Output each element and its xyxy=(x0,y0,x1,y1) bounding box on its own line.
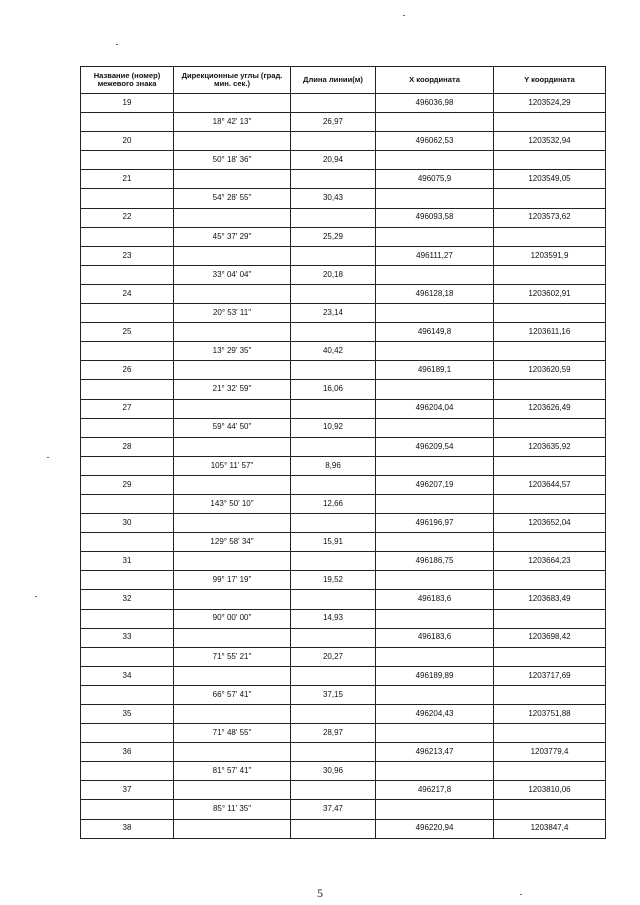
empty-cell xyxy=(291,132,376,151)
empty-cell xyxy=(81,533,174,552)
empty-cell xyxy=(174,361,291,380)
point-name-cell: 35 xyxy=(81,705,174,724)
table-row-segment xyxy=(81,227,606,246)
empty-cell xyxy=(291,705,376,724)
x-coordinate-cell: 496149,8 xyxy=(376,323,494,342)
empty-cell xyxy=(291,514,376,533)
point-name-cell: 21 xyxy=(81,170,174,189)
line-length-cell: 23,14 xyxy=(291,304,376,323)
directional-angle-cell: 81° 57' 41" xyxy=(174,762,291,781)
empty-cell xyxy=(291,628,376,647)
x-coordinate-cell: 496204,04 xyxy=(376,399,494,418)
line-length-cell: 28,97 xyxy=(291,724,376,743)
empty-cell xyxy=(291,743,376,762)
point-name-cell: 30 xyxy=(81,514,174,533)
empty-cell xyxy=(81,113,174,132)
empty-cell xyxy=(81,265,174,284)
x-coordinate-cell: 496062,53 xyxy=(376,132,494,151)
line-length-cell: 8,96 xyxy=(291,456,376,475)
table-row-point xyxy=(81,475,606,494)
table-row-point xyxy=(81,552,606,571)
table-row-segment xyxy=(81,418,606,437)
table-row-point xyxy=(81,590,606,609)
y-coordinate-cell: 1203620,59 xyxy=(494,361,606,380)
x-coordinate-cell: 496075,9 xyxy=(376,170,494,189)
point-name-cell: 36 xyxy=(81,743,174,762)
empty-cell xyxy=(494,685,606,704)
table-row-point xyxy=(81,628,606,647)
empty-cell xyxy=(174,208,291,227)
y-coordinate-cell: 1203591,9 xyxy=(494,246,606,265)
directional-angle-cell: 90° 00' 00" xyxy=(174,609,291,628)
y-coordinate-cell: 1203652,04 xyxy=(494,514,606,533)
x-coordinate-cell: 496189,89 xyxy=(376,666,494,685)
empty-cell xyxy=(291,399,376,418)
empty-cell xyxy=(291,781,376,800)
point-name-cell: 38 xyxy=(81,819,174,838)
directional-angle-cell: 18° 42' 13" xyxy=(174,113,291,132)
line-length-cell: 10,92 xyxy=(291,418,376,437)
table-row-point xyxy=(81,132,606,151)
point-name-cell: 24 xyxy=(81,284,174,303)
table-row-point xyxy=(81,246,606,265)
empty-cell xyxy=(174,284,291,303)
point-name-cell: 27 xyxy=(81,399,174,418)
point-name-cell: 37 xyxy=(81,781,174,800)
table-row-segment xyxy=(81,265,606,284)
table-row-segment xyxy=(81,800,606,819)
table-row-point xyxy=(81,666,606,685)
empty-cell xyxy=(174,819,291,838)
empty-cell xyxy=(291,475,376,494)
empty-cell xyxy=(494,265,606,284)
y-coordinate-cell: 1203532,94 xyxy=(494,132,606,151)
table-row-point xyxy=(81,170,606,189)
empty-cell xyxy=(376,265,494,284)
table-row-point xyxy=(81,705,606,724)
empty-cell xyxy=(376,609,494,628)
empty-cell xyxy=(174,246,291,265)
x-coordinate-cell: 496036,98 xyxy=(376,94,494,113)
empty-cell xyxy=(291,94,376,113)
line-length-cell: 37,47 xyxy=(291,800,376,819)
point-name-cell: 32 xyxy=(81,590,174,609)
line-length-cell: 12,66 xyxy=(291,494,376,513)
table-row-segment xyxy=(81,151,606,170)
empty-cell xyxy=(174,399,291,418)
table-row-segment xyxy=(81,762,606,781)
point-name-cell: 20 xyxy=(81,132,174,151)
empty-cell xyxy=(376,418,494,437)
y-coordinate-cell: 1203644,57 xyxy=(494,475,606,494)
table-row-point xyxy=(81,781,606,800)
empty-cell xyxy=(494,762,606,781)
empty-cell xyxy=(376,113,494,132)
empty-cell xyxy=(494,113,606,132)
y-coordinate-cell: 1203626,49 xyxy=(494,399,606,418)
empty-cell xyxy=(376,533,494,552)
empty-cell xyxy=(81,189,174,208)
line-length-cell: 25,29 xyxy=(291,227,376,246)
y-coordinate-cell: 1203847,4 xyxy=(494,819,606,838)
point-name-cell: 26 xyxy=(81,361,174,380)
line-length-cell: 15,91 xyxy=(291,533,376,552)
directional-angle-cell: 50° 18' 36" xyxy=(174,151,291,170)
table-row-point xyxy=(81,437,606,456)
empty-cell xyxy=(494,571,606,590)
boundary-coordinates-table xyxy=(80,66,606,839)
x-coordinate-cell: 496213,47 xyxy=(376,743,494,762)
x-coordinate-cell: 496217,8 xyxy=(376,781,494,800)
table-row-point xyxy=(81,399,606,418)
point-name-cell: 31 xyxy=(81,552,174,571)
empty-cell xyxy=(494,609,606,628)
y-coordinate-cell: 1203602,91 xyxy=(494,284,606,303)
table-row-segment xyxy=(81,494,606,513)
empty-cell xyxy=(376,724,494,743)
table-row-point xyxy=(81,819,606,838)
empty-cell xyxy=(291,208,376,227)
table-row-point xyxy=(81,208,606,227)
line-length-cell: 20,27 xyxy=(291,647,376,666)
line-length-cell: 40,42 xyxy=(291,342,376,361)
header-y-coordinate: Y координата xyxy=(494,67,606,94)
y-coordinate-cell: 1203717,69 xyxy=(494,666,606,685)
table-row-segment xyxy=(81,189,606,208)
empty-cell xyxy=(81,762,174,781)
line-length-cell: 16,06 xyxy=(291,380,376,399)
directional-angle-cell: 21° 32' 59" xyxy=(174,380,291,399)
line-length-cell: 30,43 xyxy=(291,189,376,208)
point-name-cell: 33 xyxy=(81,628,174,647)
empty-cell xyxy=(81,724,174,743)
empty-cell xyxy=(81,456,174,475)
empty-cell xyxy=(376,762,494,781)
table-row-segment xyxy=(81,342,606,361)
x-coordinate-cell: 496093,58 xyxy=(376,208,494,227)
empty-cell xyxy=(81,494,174,513)
x-coordinate-cell: 496189,1 xyxy=(376,361,494,380)
empty-cell xyxy=(174,94,291,113)
point-name-cell: 25 xyxy=(81,323,174,342)
empty-cell xyxy=(376,456,494,475)
table-row-segment xyxy=(81,380,606,399)
empty-cell xyxy=(81,342,174,361)
empty-cell xyxy=(494,227,606,246)
point-name-cell: 22 xyxy=(81,208,174,227)
empty-cell xyxy=(291,323,376,342)
empty-cell xyxy=(376,685,494,704)
x-coordinate-cell: 496128,18 xyxy=(376,284,494,303)
empty-cell xyxy=(174,628,291,647)
empty-cell xyxy=(174,437,291,456)
table-row-segment xyxy=(81,533,606,552)
directional-angle-cell: 129° 58' 34" xyxy=(174,533,291,552)
header-line-length: Длина линии(м) xyxy=(291,67,376,94)
empty-cell xyxy=(376,189,494,208)
x-coordinate-cell: 496209,54 xyxy=(376,437,494,456)
table-row-segment xyxy=(81,571,606,590)
empty-cell xyxy=(81,647,174,666)
scan-speck xyxy=(403,15,405,16)
y-coordinate-cell: 1203779,4 xyxy=(494,743,606,762)
table-row-segment xyxy=(81,609,606,628)
empty-cell xyxy=(291,437,376,456)
x-coordinate-cell: 496186,75 xyxy=(376,552,494,571)
y-coordinate-cell: 1203524,29 xyxy=(494,94,606,113)
table-row-segment xyxy=(81,724,606,743)
empty-cell xyxy=(81,800,174,819)
header-point-name: Название (номер) межевого знака xyxy=(81,67,174,94)
directional-angle-cell: 85° 11' 35" xyxy=(174,800,291,819)
directional-angle-cell: 66° 57' 41" xyxy=(174,685,291,704)
directional-angle-cell: 20° 53' 11" xyxy=(174,304,291,323)
empty-cell xyxy=(494,494,606,513)
empty-cell xyxy=(174,666,291,685)
empty-cell xyxy=(494,647,606,666)
empty-cell xyxy=(494,342,606,361)
table-row-point xyxy=(81,94,606,113)
y-coordinate-cell: 1203698,42 xyxy=(494,628,606,647)
empty-cell xyxy=(291,246,376,265)
x-coordinate-cell: 496196,97 xyxy=(376,514,494,533)
table-header-row xyxy=(81,67,606,94)
y-coordinate-cell: 1203635,92 xyxy=(494,437,606,456)
point-name-cell: 29 xyxy=(81,475,174,494)
empty-cell xyxy=(174,705,291,724)
header-x-coordinate: X координата xyxy=(376,67,494,94)
table-row-point xyxy=(81,284,606,303)
empty-cell xyxy=(376,647,494,666)
empty-cell xyxy=(174,514,291,533)
empty-cell xyxy=(291,590,376,609)
empty-cell xyxy=(174,552,291,571)
table-row-point xyxy=(81,323,606,342)
empty-cell xyxy=(494,456,606,475)
directional-angle-cell: 45° 37' 29" xyxy=(174,227,291,246)
empty-cell xyxy=(174,743,291,762)
y-coordinate-cell: 1203810,06 xyxy=(494,781,606,800)
empty-cell xyxy=(494,418,606,437)
empty-cell xyxy=(81,609,174,628)
empty-cell xyxy=(174,323,291,342)
line-length-cell: 26,97 xyxy=(291,113,376,132)
table-row-point xyxy=(81,514,606,533)
empty-cell xyxy=(494,151,606,170)
x-coordinate-cell: 496183,6 xyxy=(376,628,494,647)
x-coordinate-cell: 496207,19 xyxy=(376,475,494,494)
directional-angle-cell: 13° 29' 35" xyxy=(174,342,291,361)
empty-cell xyxy=(376,227,494,246)
empty-cell xyxy=(494,189,606,208)
empty-cell xyxy=(174,590,291,609)
empty-cell xyxy=(376,304,494,323)
line-length-cell: 20,18 xyxy=(291,265,376,284)
empty-cell xyxy=(376,494,494,513)
empty-cell xyxy=(291,170,376,189)
empty-cell xyxy=(291,819,376,838)
directional-angle-cell: 99° 17' 19" xyxy=(174,571,291,590)
empty-cell xyxy=(81,151,174,170)
table-row-segment xyxy=(81,304,606,323)
empty-cell xyxy=(81,685,174,704)
empty-cell xyxy=(81,418,174,437)
empty-cell xyxy=(494,724,606,743)
x-coordinate-cell: 496111,27 xyxy=(376,246,494,265)
empty-cell xyxy=(494,380,606,399)
point-name-cell: 23 xyxy=(81,246,174,265)
empty-cell xyxy=(81,227,174,246)
line-length-cell: 14,93 xyxy=(291,609,376,628)
directional-angle-cell: 59° 44' 50" xyxy=(174,418,291,437)
empty-cell xyxy=(291,666,376,685)
table-body xyxy=(81,94,606,839)
empty-cell xyxy=(81,380,174,399)
empty-cell xyxy=(376,151,494,170)
page-number: 5 xyxy=(317,886,323,900)
empty-cell xyxy=(174,170,291,189)
empty-cell xyxy=(376,571,494,590)
empty-cell xyxy=(376,800,494,819)
empty-cell xyxy=(174,475,291,494)
y-coordinate-cell: 1203664,23 xyxy=(494,552,606,571)
line-length-cell: 19,52 xyxy=(291,571,376,590)
empty-cell xyxy=(494,800,606,819)
header-directional-angle: Дирекционные углы (град. мин. сек.) xyxy=(174,67,291,94)
directional-angle-cell: 33° 04' 04" xyxy=(174,265,291,284)
directional-angle-cell: 105° 11' 57" xyxy=(174,456,291,475)
y-coordinate-cell: 1203611,16 xyxy=(494,323,606,342)
y-coordinate-cell: 1203549,05 xyxy=(494,170,606,189)
empty-cell xyxy=(81,571,174,590)
line-length-cell: 30,96 xyxy=(291,762,376,781)
empty-cell xyxy=(376,342,494,361)
x-coordinate-cell: 496204,43 xyxy=(376,705,494,724)
line-length-cell: 37,15 xyxy=(291,685,376,704)
scan-speck xyxy=(47,457,49,458)
x-coordinate-cell: 496183,6 xyxy=(376,590,494,609)
y-coordinate-cell: 1203573,62 xyxy=(494,208,606,227)
directional-angle-cell: 71° 55' 21" xyxy=(174,647,291,666)
empty-cell xyxy=(174,781,291,800)
table-row-point xyxy=(81,361,606,380)
empty-cell xyxy=(81,304,174,323)
point-name-cell: 34 xyxy=(81,666,174,685)
directional-angle-cell: 71° 48' 55" xyxy=(174,724,291,743)
point-name-cell: 28 xyxy=(81,437,174,456)
empty-cell xyxy=(291,284,376,303)
table-row-segment xyxy=(81,647,606,666)
table-row-segment xyxy=(81,456,606,475)
scan-speck xyxy=(35,596,37,597)
point-name-cell: 19 xyxy=(81,94,174,113)
table-row-segment xyxy=(81,685,606,704)
directional-angle-cell: 143° 50' 10" xyxy=(174,494,291,513)
directional-angle-cell: 54° 28' 55" xyxy=(174,189,291,208)
empty-cell xyxy=(494,533,606,552)
y-coordinate-cell: 1203751,88 xyxy=(494,705,606,724)
empty-cell xyxy=(376,380,494,399)
empty-cell xyxy=(494,304,606,323)
empty-cell xyxy=(174,132,291,151)
empty-cell xyxy=(291,552,376,571)
line-length-cell: 20,94 xyxy=(291,151,376,170)
scan-speck xyxy=(116,44,118,45)
y-coordinate-cell: 1203683,49 xyxy=(494,590,606,609)
table-row-point xyxy=(81,743,606,762)
x-coordinate-cell: 496220,94 xyxy=(376,819,494,838)
table-row-segment xyxy=(81,113,606,132)
empty-cell xyxy=(291,361,376,380)
